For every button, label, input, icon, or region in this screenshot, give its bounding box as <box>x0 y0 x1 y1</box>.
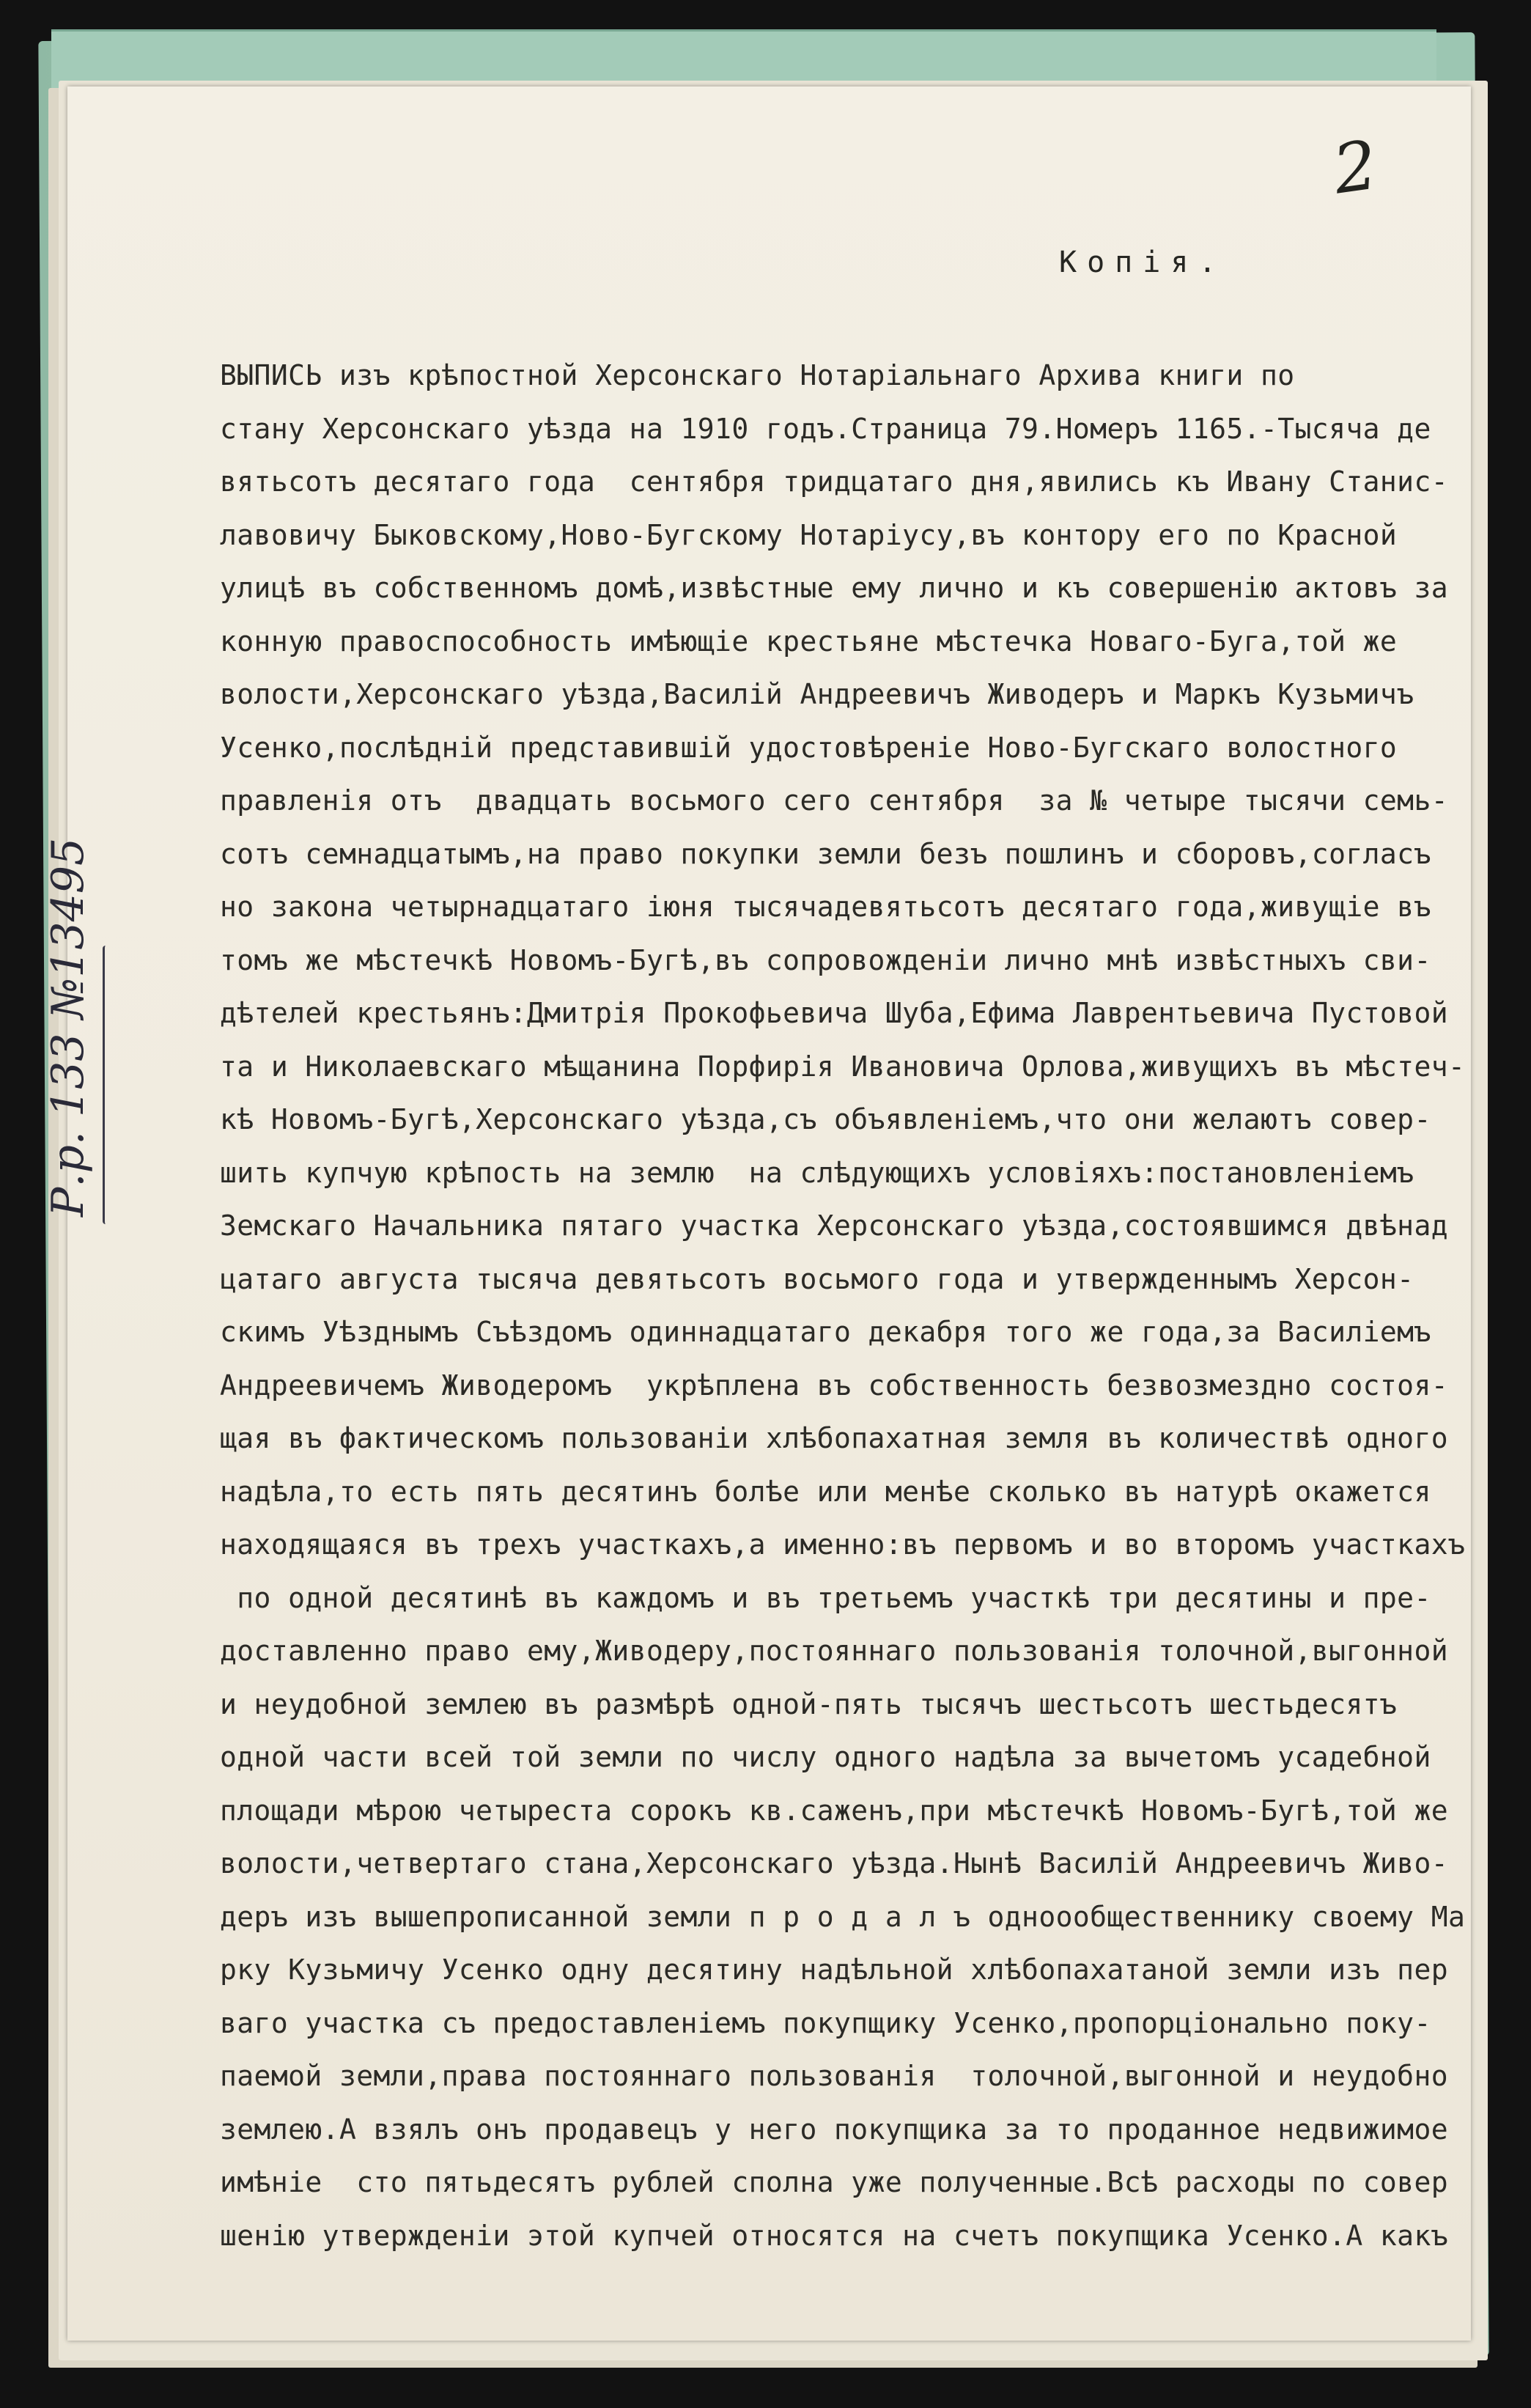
text-line: правленія отъ двадцать восьмого сего сентября за № четыре тысячи семь- <box>220 784 1449 817</box>
text-line: стану Херсонскаго уѣзда на 1910 годъ.Страница 79.Номеръ 1165.-Тысяча де <box>220 412 1431 445</box>
text-line: Усенко,послѣдній представившій удостовѣреніе Ново-Бугскаго волостного <box>220 731 1398 764</box>
text-line: по одной десятинѣ въ каждомъ и въ третьемъ участкѣ три десятины и пре- <box>220 1581 1431 1614</box>
text-line: волости,Херсонскаго уѣзда,Василій Андреевичъ Живодеръ и Маркъ Кузьмичъ <box>220 678 1414 710</box>
typewritten-body <box>220 349 1466 2262</box>
handwritten-margin-note: Р.р. 133 №13495 <box>43 837 94 1217</box>
text-line: но закона четырнадцатаго іюня тысячадевятьсотъ десятаго года,живущіе въ <box>220 891 1431 923</box>
text-line: щая въ фактическомъ пользованіи хлѣбопахатная земля въ количествѣ одного <box>220 1422 1449 1454</box>
text-line: Андреевичемъ Живодеромъ укрѣплена въ собственность безвозмездно состоя- <box>220 1369 1449 1402</box>
text-line: шенію утвержденіи этой купчей относятся на счетъ покупщика Усенко.А какъ <box>220 2219 1449 2252</box>
text-line: ВЫПИСЬ изъ крѣпостной Херсонскаго Нотаріальнаго Архива книги по <box>220 359 1295 391</box>
text-line: цатаго августа тысяча девятьсотъ восьмого года и утвержденнымъ Херсон- <box>220 1262 1414 1295</box>
margin-bracket <box>103 946 111 1224</box>
document-heading: Копія. <box>1059 246 1227 279</box>
text-line: ваго участка съ предоставленіемъ покупщику Усенко,пропорціонально поку- <box>220 2006 1431 2039</box>
text-line: паемой земли,права постояннаго пользованія толочной,выгонной и неудобно <box>220 2060 1449 2092</box>
text-line: дѣтелей крестьянъ:Дмитрія Прокофьевича Шуба,Ефима Лаврентьевича Пустовой <box>220 997 1449 1029</box>
text-line: волости,четвертаго стана,Херсонскаго уѣзда.Нынѣ Василій Андреевичъ Живо- <box>220 1847 1449 1879</box>
text-line: улицѣ въ собственномъ домѣ,извѣстные ему лично и къ совершенію актовъ за <box>220 572 1449 604</box>
text-line: и неудобной землею въ размѣрѣ одной-пять тысячъ шестьсотъ шестьдесятъ <box>220 1687 1398 1720</box>
text-line: та и Николаевскаго мѣщанина Порфирія Ивановича Орлова,живущихъ въ мѣстеч- <box>220 1050 1466 1083</box>
text-line: лавовичу Быковскому,Ново-Бугскому Нотаріусу,въ контору его по Красной <box>220 518 1398 551</box>
text-line: находящаяся въ трехъ участкахъ,а именно:въ первомъ и во второмъ участкахъ <box>220 1528 1466 1561</box>
text-line: рку Кузьмичу Усенко одну десятину надѣльной хлѣбопахатаной земли изъ пер <box>220 1954 1449 1986</box>
text-line: скимъ Уѣзднымъ Съѣздомъ одиннадцатаго декабря того же года,за Василіемъ <box>220 1316 1431 1348</box>
text-line: доставленно право ему,Живодеру,постояннаго пользованія толочной,выгонной <box>220 1635 1449 1667</box>
text-line: имѣніе сто пятьдесятъ рублей сполна уже полученные.Всѣ расходы по совер <box>220 2166 1449 2198</box>
text-line: конную правоспособность имѣющіе крестьяне мѣстечка Новаго-Буга,той же <box>220 625 1398 658</box>
text-line: надѣла,то есть пять десятинъ болѣе или менѣе сколько въ натурѣ окажется <box>220 1475 1431 1508</box>
text-line: одной части всей той земли по числу одного надѣла за вычетомъ усадебной <box>220 1741 1431 1773</box>
text-line: вятьсотъ десятаго года сентября тридцатаго дня,явились къ Ивану Станис- <box>220 465 1449 498</box>
text-line: деръ изъ вышепрописанной земли п р о д а л ъ одноообщественнику своему Ма <box>220 1900 1466 1933</box>
text-line: кѣ Новомъ-Бугѣ,Херсонскаго уѣзда,съ объявленіемъ,что они желаютъ совер- <box>220 1103 1431 1135</box>
text-line: землею.А взялъ онъ продавецъ у него покупщика за то проданное недвижимое <box>220 2113 1449 2146</box>
text-line: площади мѣрою четыреста сорокъ кв.саженъ,при мѣстечкѣ Новомъ-Бугѣ,той же <box>220 1794 1449 1827</box>
text-line: Земскаго Начальника пятаго участка Херсонскаго уѣзда,состоявшимся двѣнад <box>220 1209 1449 1242</box>
handwritten-page-number: 2 <box>1328 125 1382 210</box>
text-line: шить купчую крѣпость на землю на слѣдующихъ условіяхъ:постановленіемъ <box>220 1156 1414 1189</box>
text-line: сотъ семнадцатымъ,на право покупки земли безъ пошлинъ и сборовъ,согласъ <box>220 837 1431 870</box>
text-line: томъ же мѣстечкѣ Новомъ-Бугѣ,въ сопровожденіи лично мнѣ извѣстныхъ сви- <box>220 943 1431 976</box>
